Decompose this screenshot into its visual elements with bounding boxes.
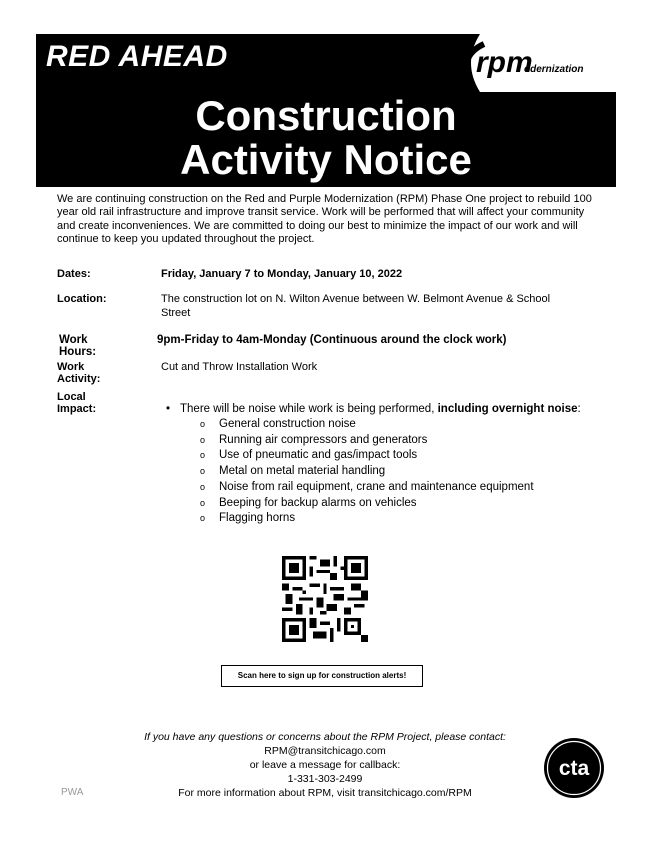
impact-sublist [200,417,581,527]
rpm-modernization-logo [440,34,616,92]
notice-title [36,92,616,187]
header-bar [36,34,616,92]
location-line-1: The construction lot on N. Wilton Avenue between W. Belmont Avenue & School [161,293,551,305]
impact-list [166,403,581,527]
location-label: Location: [57,293,107,305]
activity-label: Work Activity: [57,361,101,385]
footer-more-info: For more information about RPM, visit transitchicago.com/RPM [178,787,472,799]
svg-text:cta: cta [558,757,590,780]
list-item: o Noise from rail equipment, crane and maintenance equipment [200,480,581,496]
pwa-watermark: PWA [61,787,84,798]
svg-text:rpm: rpm [476,46,533,79]
title-line-1: Construction [195,92,457,139]
svg-text:odernization: odernization [524,64,584,75]
list-item: o General construction noise [200,417,581,433]
hours-label: Work Hours: [59,334,97,358]
qr-code[interactable] [282,556,368,642]
list-item: o Running air compressors and generators [200,433,581,449]
list-item: o Use of pneumatic and gas/impact tools [200,448,581,464]
dates-label: Dates: [57,268,91,280]
footer-callback: or leave a message for callback: [249,759,401,771]
impact-label: Local Impact: [57,391,97,415]
intro-paragraph: We are continuing construction on the Red and Purple Modernization (RPM) Phase One project to rebuild 100 year old rail infrastructure and improve transit service. Work will be performed that will affect your community and create inconveniences. We are committed to doing our best to minimize the impact of our work and will continue to keep you updated throughout the project. [57,193,592,246]
location-line-2: Street [161,307,191,319]
footer-phone[interactable]: 1-331-303-2499 [287,773,363,785]
impact-lead: • There will be noise while work is being performed, including overnight noise: o General construction noise o Running air compressors and generators o Use of pneumatic and gas/impact tools o Metal on metal material handling o Noise from rail equipment, crane and maintenance equipment o Beeping for backup alarms on vehicles o Flagging horns [166,403,581,527]
dates-value: Friday, January 7 to Monday, January 10, 2022 [161,268,403,280]
title-line-2: Activity Notice [180,136,472,183]
hours-value: 9pm-Friday to 4am-Monday (Continuous around the clock work) [157,334,507,346]
cta-logo [543,737,605,799]
footer-email[interactable]: RPM@transitchicago.com [264,745,386,757]
list-item: o Flagging horns [200,511,581,527]
red-ahead-logo: RED AHEAD [46,40,228,73]
list-item: o Metal on metal material handling [200,464,581,480]
list-item: o Beeping for backup alarms on vehicles [200,496,581,512]
activity-value: Cut and Throw Installation Work [161,361,318,373]
footer-question: If you have any questions or concerns about the RPM Project, please contact: [144,731,506,743]
scan-signup-label: Scan here to sign up for construction alerts! [221,665,423,687]
